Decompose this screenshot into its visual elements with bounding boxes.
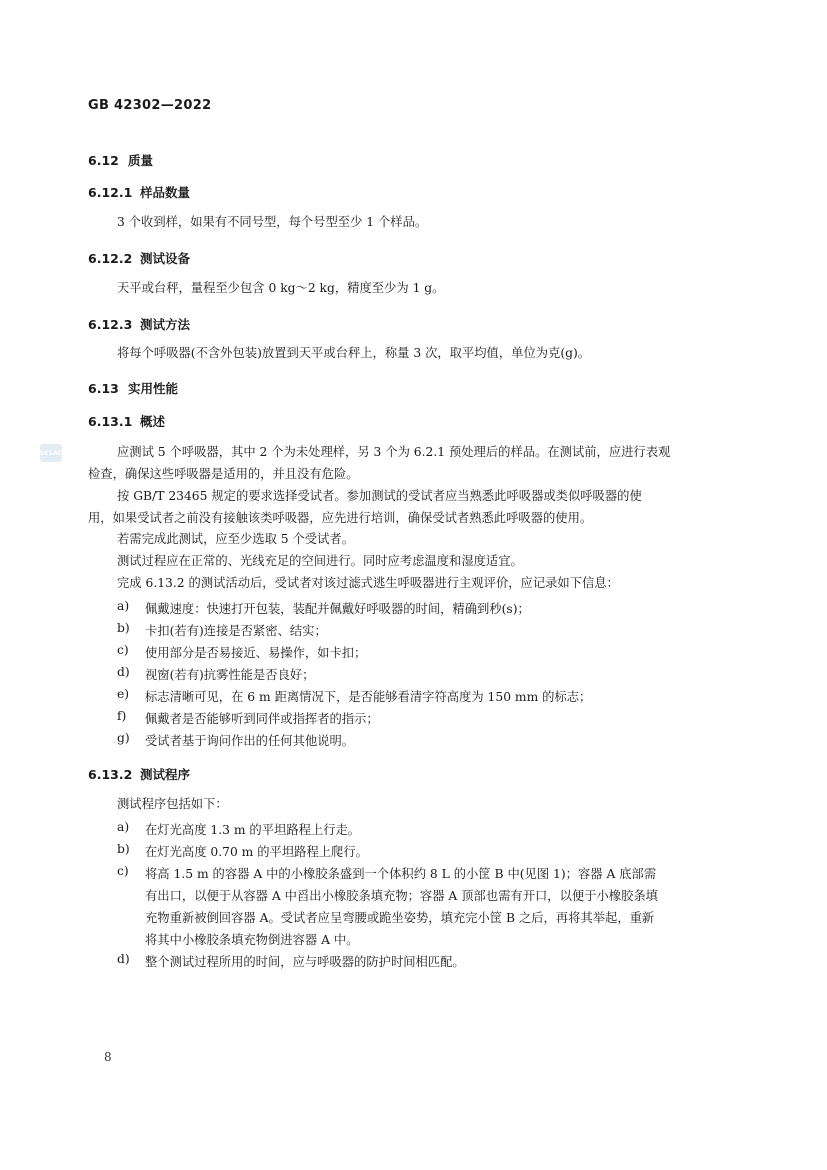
section-title: 质量 (128, 153, 154, 168)
list-item-label: g) (117, 731, 130, 745)
paragraph: 若需完成此测试，应至少选取 5 个受试者。 (117, 532, 354, 546)
list-item-label: c) (117, 643, 129, 657)
section-6-12-heading (88, 151, 153, 169)
paragraph: 测试程序包括如下： (117, 797, 228, 811)
watermark-logo: SESAC (40, 444, 62, 462)
section-title: 测试设备 (140, 251, 191, 266)
list-item-label: a) (117, 820, 130, 834)
list-item-label: a) (117, 599, 130, 613)
section-6-13-2-heading (88, 765, 190, 783)
section-6-13-heading (88, 379, 178, 397)
paragraph-line: 应测试 5 个呼吸器，其中 2 个为未处理样，另 3 个为 6.2.1 预处理后的样品。在测试前，应进行表观 (117, 445, 671, 459)
list-item: 标志清晰可见，在 6 m 距离情况下，是否能够看清字符高度为 150 mm 的标志； (145, 690, 592, 704)
list-item: 整个测试过程所用的时间，应与呼吸器的防护时间相匹配。 (145, 955, 465, 969)
list-item-line: 将其中小橡胶条填充物倒进容器 A 中。 (145, 933, 359, 947)
standard-number: GB 42302—2022 (88, 98, 212, 113)
paragraph: 3 个收到样，如果有不同号型，每个号型至少 1 个样品。 (117, 215, 428, 229)
paragraph: 将每个呼吸器(不含外包装)放置到天平或台秤上，称量 3 次，取平均值，单位为克(g)。 (117, 346, 591, 360)
list-item-label: d) (117, 952, 130, 966)
section-number: 6.13 (88, 381, 119, 396)
section-number: 6.12 (88, 153, 119, 168)
list-item: 使用部分是否易接近、易操作，如卡扣； (145, 646, 367, 660)
list-item-label: e) (117, 687, 130, 701)
paragraph: 天平或台秤，量程至少包含 0 kg～2 kg，精度至少为 1 g。 (117, 281, 445, 295)
list-item-label: b) (117, 621, 130, 635)
section-6-12-1-heading (88, 183, 190, 201)
section-6-12-2-heading (88, 249, 190, 267)
section-title: 测试方法 (140, 317, 191, 332)
section-number: 6.13.1 (88, 414, 133, 429)
list-item-label: f) (117, 709, 127, 723)
list-item-line: 将高 1.5 m 的容器 A 中的小橡胶条盛到一个体积约 8 L 的小筐 B 中(见图 1)；容器 A 底部需 (145, 867, 657, 881)
list-item-label: b) (117, 842, 130, 856)
paragraph-line: 检查，确保这些呼吸器是适用的，并且没有危险。 (88, 467, 359, 481)
section-number: 6.12.2 (88, 251, 133, 266)
list-item-label: c) (117, 864, 129, 878)
list-item: 卡扣(若有)连接是否紧密、结实； (145, 624, 327, 638)
section-number: 6.12.1 (88, 185, 133, 200)
paragraph-line: 按 GB/T 23465 规定的要求选择受试者。参加测试的受试者应当熟悉此呼吸器或类似呼吸器的使 (117, 489, 642, 503)
list-item: 在灯光高度 1.3 m 的平坦路程上行走。 (145, 823, 361, 837)
page-number: 8 (104, 1050, 112, 1064)
list-item-label: d) (117, 665, 130, 679)
paragraph-line: 用，如果受试者之前没有接触该类呼吸器，应先进行培训，确保受试者熟悉此呼吸器的使用。 (88, 511, 593, 525)
list-item: 在灯光高度 0.70 m 的平坦路程上爬行。 (145, 845, 368, 859)
section-number: 6.12.3 (88, 317, 133, 332)
list-item: 佩戴速度：快速打开包装，装配并佩戴好呼吸器的时间，精确到秒(s)； (145, 602, 530, 616)
section-6-13-1-heading (88, 412, 165, 430)
section-title: 概述 (140, 414, 166, 429)
section-number: 6.13.2 (88, 767, 133, 782)
list-item-line: 充物重新被倒回容器 A。受试者应呈弯腰或跪坐姿势，填充完小筐 B 之后，再将其举起，重新 (145, 911, 655, 925)
list-item: 受试者基于询问作出的任何其他说明。 (145, 734, 355, 748)
list-item-line: 有出口，以便于从容器 A 中舀出小橡胶条填充物；容器 A 顶部也需有开口，以便于小橡胶条填 (145, 889, 658, 903)
section-6-12-3-heading (88, 315, 190, 333)
list-item: 佩戴者是否能够听到同伴或指挥者的指示； (145, 712, 379, 726)
section-title: 样品数量 (140, 185, 191, 200)
paragraph: 完成 6.13.2 的测试活动后，受试者对该过滤式逃生呼吸器进行主观评价，应记录如下信息： (117, 576, 619, 590)
paragraph: 测试过程应在正常的、光线充足的空间进行。同时应考虑温度和湿度适宜。 (117, 554, 523, 568)
list-item: 视窗(若有)抗雾性能是否良好； (145, 668, 315, 682)
section-title: 实用性能 (128, 381, 179, 396)
section-title: 测试程序 (140, 767, 191, 782)
